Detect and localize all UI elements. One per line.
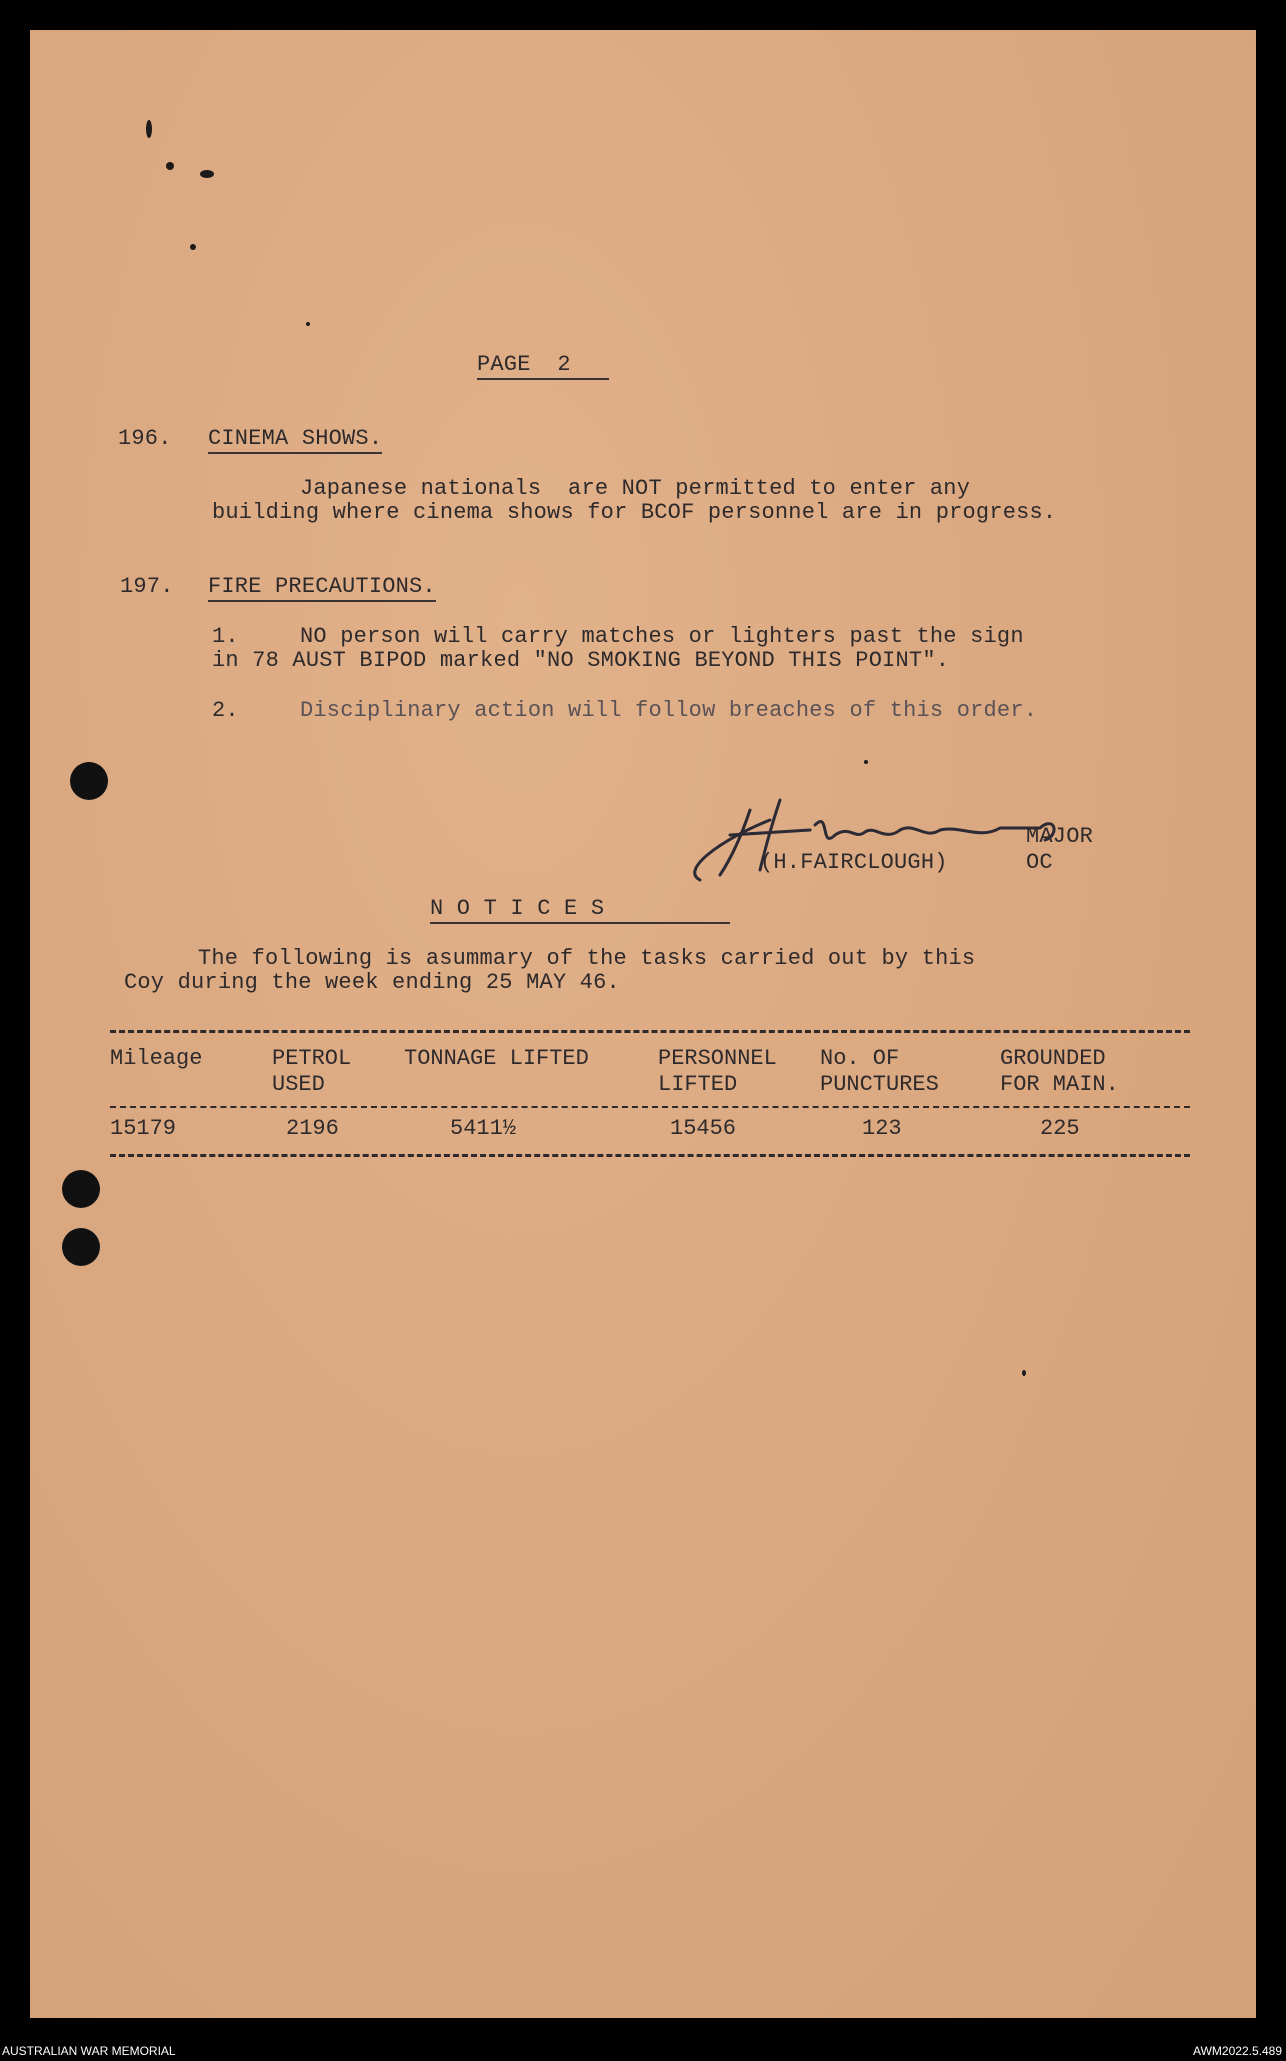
order-197-item-1-line-1: NO person will carry matches or lighters past the sign	[300, 624, 1024, 649]
table-bottom-rule	[110, 1154, 1190, 1157]
header-mileage: Mileage	[110, 1046, 203, 1071]
value-petrol: 2196	[286, 1116, 339, 1141]
order-197-number: 197.	[120, 574, 174, 599]
ink-speck	[1022, 1370, 1026, 1376]
order-197-item-2-line-1: Disciplinary action will follow breaches of this order.	[300, 698, 1038, 723]
ink-speck	[146, 120, 152, 138]
notices-heading: N O T I C E S	[430, 896, 730, 924]
punch-hole-middle	[62, 1170, 100, 1208]
document-page	[30, 30, 1256, 2018]
ink-speck	[306, 322, 310, 326]
order-196-line-1: Japanese nationals are NOT permitted to enter any	[300, 476, 971, 501]
value-punctures: 123	[862, 1116, 902, 1141]
header-petrol-line-1: PETROL	[272, 1046, 352, 1071]
page-header: PAGE 2	[477, 352, 609, 380]
value-tonnage: 5411½	[450, 1116, 517, 1141]
notices-intro-line-1: The following is asummary of the tasks carried out by this	[198, 946, 976, 971]
header-personnel-line-1: PERSONNEL	[658, 1046, 777, 1071]
order-196-number: 196.	[118, 426, 172, 451]
punch-hole-bottom	[62, 1228, 100, 1266]
signature-name: (H.FAIRCLOUGH)	[760, 850, 948, 875]
header-punctures-line-2: PUNCTURES	[820, 1072, 939, 1097]
order-197-title: FIRE PRECAUTIONS.	[208, 574, 436, 602]
ink-speck	[200, 170, 214, 178]
order-196-title: CINEMA SHOWS.	[208, 426, 382, 454]
table-top-rule	[110, 1030, 1190, 1033]
header-personnel-line-2: LIFTED	[658, 1072, 738, 1097]
ink-speck	[166, 162, 174, 170]
footer-right: AWM2022.5.489	[1193, 2044, 1282, 2058]
value-personnel: 15456	[670, 1116, 737, 1141]
order-197-item-1-number: 1.	[212, 624, 239, 649]
order-196-line-2: building where cinema shows for BCOF personnel are in progress.	[212, 500, 1057, 525]
header-grounded-line-1: GROUNDED	[1000, 1046, 1106, 1071]
header-petrol-line-2: USED	[272, 1072, 325, 1097]
value-grounded: 225	[1040, 1116, 1080, 1141]
signature-rank: MAJOR	[1026, 824, 1094, 849]
header-grounded-line-2: FOR MAIN.	[1000, 1072, 1119, 1097]
ink-speck	[864, 760, 868, 764]
header-tonnage: TONNAGE LIFTED	[404, 1046, 589, 1071]
notices-intro-line-2: Coy during the week ending 25 MAY 46.	[124, 970, 620, 995]
value-mileage: 15179	[110, 1116, 177, 1141]
table-header-rule	[110, 1106, 1190, 1108]
signature-appointment: OC	[1026, 850, 1053, 875]
order-197-item-1-line-2: in 78 AUST BIPOD marked "NO SMOKING BEYOND THIS POINT".	[212, 648, 950, 673]
header-punctures-line-1: No. OF	[820, 1046, 900, 1071]
punch-hole-top	[70, 762, 108, 800]
footer-left: AUSTRALIAN WAR MEMORIAL	[2, 2044, 176, 2058]
ink-speck	[190, 244, 196, 250]
order-197-item-2-number: 2.	[212, 698, 239, 723]
